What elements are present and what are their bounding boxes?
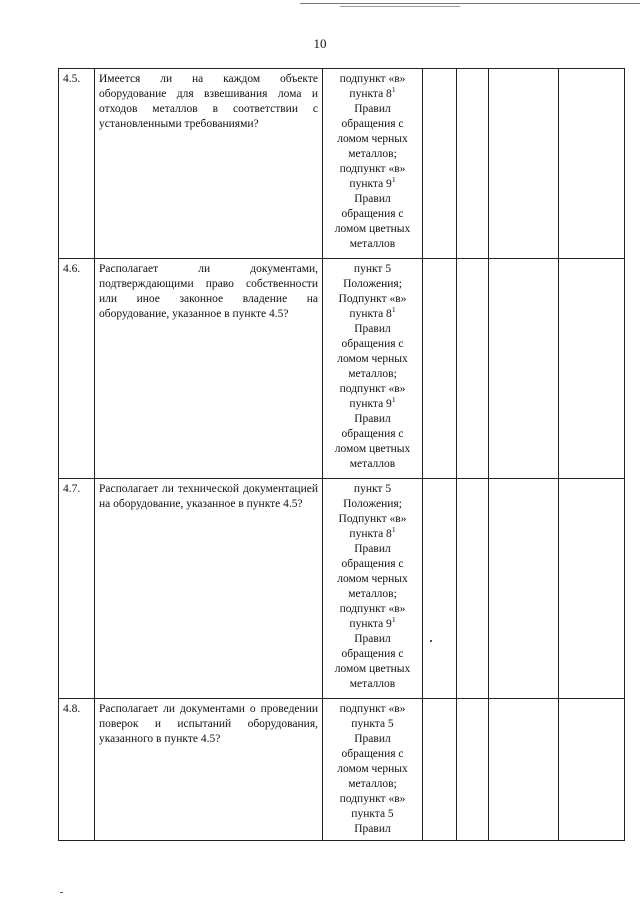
- page-number: 10: [313, 36, 327, 51]
- legal-basis-line: [327, 807, 418, 822]
- legal-basis-line: [327, 207, 418, 222]
- legal-basis-line: [327, 747, 418, 762]
- item-number: 4.8.: [59, 699, 95, 841]
- legal-basis-text: обращения с: [341, 118, 404, 130]
- legal-basis-line: [327, 367, 418, 382]
- legal-basis: [323, 699, 423, 841]
- legal-basis-line: [327, 822, 418, 837]
- legal-basis-text: ломом черных: [337, 133, 408, 145]
- legal-basis-line: [327, 647, 418, 662]
- footnote-superscript: 1: [391, 525, 396, 535]
- legal-basis-line: [327, 147, 418, 162]
- legal-basis-line: [327, 557, 418, 572]
- footnote-superscript: 1: [391, 175, 396, 185]
- answer-cell-no[interactable]: [457, 69, 489, 259]
- legal-basis-line: [327, 102, 418, 117]
- legal-basis-text: обращения с: [341, 748, 404, 760]
- answer-cell-na[interactable]: [489, 699, 559, 841]
- legal-basis-text: Подпункт «в»: [338, 513, 407, 525]
- question-text: Располагает ли документами, подтверждающими право собственности или иное законное владение на оборудование, указанное в пункте 4.5?: [95, 259, 323, 479]
- legal-basis-line: [327, 702, 418, 717]
- legal-basis-line: [327, 222, 418, 237]
- legal-basis-line: [327, 617, 418, 632]
- legal-basis-line: [327, 497, 418, 512]
- legal-basis-line: [327, 237, 418, 252]
- legal-basis-text: обращения с: [341, 648, 404, 660]
- legal-basis-text: ломом цветных: [334, 443, 411, 455]
- answer-cell-na[interactable]: [489, 259, 559, 479]
- legal-basis-text: подпункт «в»: [339, 603, 406, 615]
- question-text: Имеется ли на каждом объекте оборудование для взвешивания лома и отходов металлов в соответствии с установленными требованиями?: [95, 69, 323, 259]
- legal-basis-line: [327, 457, 418, 472]
- answer-cell-yes[interactable]: [423, 699, 457, 841]
- legal-basis-line: [327, 792, 418, 807]
- legal-basis: [323, 479, 423, 699]
- legal-basis: [323, 259, 423, 479]
- legal-basis-text: Правил: [354, 543, 391, 555]
- answer-cell-yes[interactable]: [423, 479, 457, 699]
- legal-basis-text: Правил: [354, 103, 391, 115]
- notes-cell[interactable]: [559, 699, 625, 841]
- checklist-table: [58, 68, 625, 841]
- legal-basis-text: пункта 8: [349, 308, 392, 320]
- answer-cell-yes[interactable]: [423, 259, 457, 479]
- table-row: [59, 479, 625, 699]
- legal-basis-line: [327, 662, 418, 677]
- item-number: 4.5.: [59, 69, 95, 259]
- legal-basis-line: [327, 602, 418, 617]
- legal-basis-line: [327, 542, 418, 557]
- legal-basis-line: [327, 777, 418, 792]
- legal-basis-text: Правил: [354, 733, 391, 745]
- legal-basis-line: [327, 512, 418, 527]
- table-row: [59, 69, 625, 259]
- answer-cell-na[interactable]: [489, 479, 559, 699]
- legal-basis-line: [327, 717, 418, 732]
- legal-basis-line: [327, 427, 418, 442]
- legal-basis-line: [327, 87, 418, 102]
- legal-basis-text: обращения с: [341, 208, 404, 220]
- legal-basis-text: пункта 5: [351, 718, 394, 730]
- legal-basis-line: [327, 352, 418, 367]
- answer-cell-yes[interactable]: [423, 69, 457, 259]
- legal-basis-line: [327, 277, 418, 292]
- legal-basis-text: металлов: [349, 458, 396, 470]
- question-text: Располагает ли документами о проведении поверок и испытаний оборудования, указанного в пункте 4.5?: [95, 699, 323, 841]
- notes-cell[interactable]: [559, 259, 625, 479]
- legal-basis-text: пункта 9: [349, 398, 392, 410]
- legal-basis-text: металлов: [349, 678, 396, 690]
- answer-cell-no[interactable]: [457, 699, 489, 841]
- legal-basis-text: ломом черных: [337, 573, 408, 585]
- legal-basis-line: [327, 762, 418, 777]
- legal-basis-text: Правил: [354, 633, 391, 645]
- legal-basis-line: [327, 587, 418, 602]
- legal-basis-line: [327, 527, 418, 542]
- legal-basis-line: [327, 482, 418, 497]
- legal-basis-text: ломом черных: [337, 763, 408, 775]
- answer-cell-no[interactable]: [457, 259, 489, 479]
- legal-basis-text: подпункт «в»: [339, 163, 406, 175]
- legal-basis-text: пункта 8: [349, 528, 392, 540]
- footnote-superscript: 1: [391, 85, 396, 95]
- legal-basis-text: Правил: [354, 413, 391, 425]
- answer-cell-no[interactable]: [457, 479, 489, 699]
- legal-basis-text: обращения с: [341, 338, 404, 350]
- item-number: 4.7.: [59, 479, 95, 699]
- legal-basis-line: [327, 337, 418, 352]
- legal-basis-line: [327, 732, 418, 747]
- legal-basis-line: [327, 572, 418, 587]
- legal-basis-line: [327, 162, 418, 177]
- notes-cell[interactable]: [559, 69, 625, 259]
- legal-basis-line: [327, 677, 418, 692]
- legal-basis-text: пункт 5: [353, 263, 392, 275]
- legal-basis-text: металлов: [349, 238, 396, 250]
- legal-basis-text: Положения;: [343, 278, 402, 290]
- legal-basis: [323, 69, 423, 259]
- table-row: [59, 259, 625, 479]
- legal-basis-text: обращения с: [341, 428, 404, 440]
- legal-basis-line: [327, 72, 418, 87]
- legal-basis-text: Правил: [354, 193, 391, 205]
- legal-basis-line: [327, 382, 418, 397]
- legal-basis-line: [327, 412, 418, 427]
- footnote-superscript: 1: [391, 615, 396, 625]
- legal-basis-text: пункта 8: [349, 88, 392, 100]
- legal-basis-line: [327, 132, 418, 147]
- legal-basis-text: металлов;: [348, 588, 397, 600]
- legal-basis-text: Подпункт «в»: [338, 293, 407, 305]
- legal-basis-text: Правил: [354, 823, 391, 835]
- legal-basis-text: пункт 5: [353, 483, 392, 495]
- legal-basis-line: [327, 632, 418, 647]
- question-text: Располагает ли технической документацией на оборудование, указанное в пункте 4.5?: [95, 479, 323, 699]
- footnote-superscript: 1: [391, 305, 396, 315]
- legal-basis-text: металлов;: [348, 368, 397, 380]
- notes-cell[interactable]: [559, 479, 625, 699]
- legal-basis-text: металлов;: [348, 778, 397, 790]
- legal-basis-text: подпункт «в»: [339, 793, 406, 805]
- footnote-superscript: 1: [391, 395, 396, 405]
- legal-basis-text: ломом черных: [337, 353, 408, 365]
- legal-basis-text: Правил: [354, 323, 391, 335]
- scan-speck: [60, 892, 63, 893]
- legal-basis-text: подпункт «в»: [339, 73, 406, 85]
- legal-basis-line: [327, 262, 418, 277]
- legal-basis-line: [327, 397, 418, 412]
- legal-basis-line: [327, 192, 418, 207]
- legal-basis-line: [327, 177, 418, 192]
- scan-edge-mark: [300, 3, 640, 4]
- legal-basis-text: ломом цветных: [334, 663, 411, 675]
- legal-basis-text: пункта 5: [351, 808, 394, 820]
- legal-basis-text: ломом цветных: [334, 223, 411, 235]
- legal-basis-line: [327, 292, 418, 307]
- item-number: 4.6.: [59, 259, 95, 479]
- legal-basis-text: пункта 9: [349, 618, 392, 630]
- legal-basis-line: [327, 307, 418, 322]
- answer-cell-na[interactable]: [489, 69, 559, 259]
- legal-basis-line: [327, 442, 418, 457]
- legal-basis-line: [327, 117, 418, 132]
- legal-basis-text: подпункт «в»: [339, 703, 406, 715]
- legal-basis-text: обращения с: [341, 558, 404, 570]
- legal-basis-line: [327, 322, 418, 337]
- legal-basis-text: металлов;: [348, 148, 397, 160]
- legal-basis-text: пункта 9: [349, 178, 392, 190]
- legal-basis-text: подпункт «в»: [339, 383, 406, 395]
- table-row: [59, 699, 625, 841]
- legal-basis-text: Положения;: [343, 498, 402, 510]
- scan-edge-mark: [340, 6, 460, 7]
